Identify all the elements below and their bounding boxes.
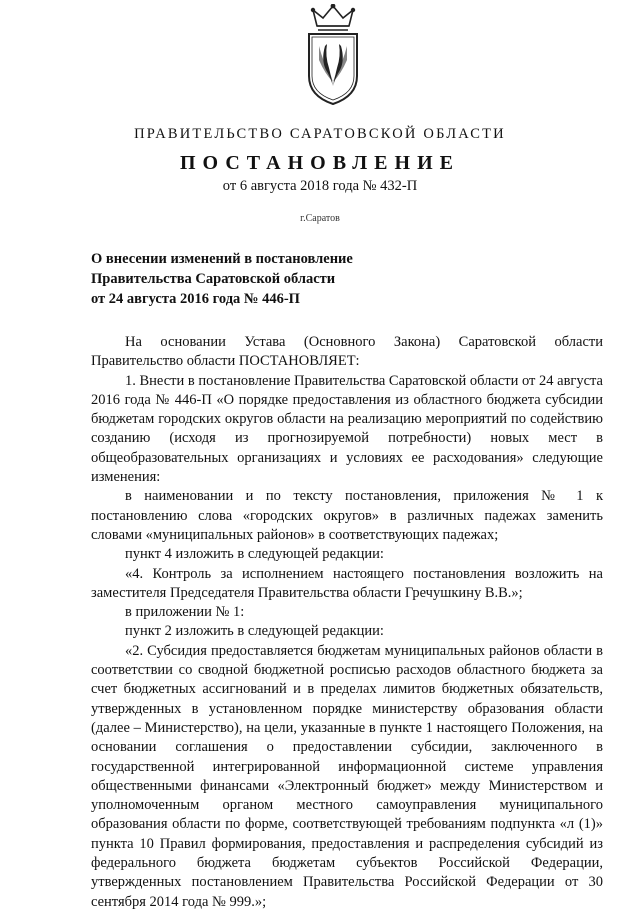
document-body <box>91 333 603 912</box>
subject-line: О внесении изменений в постановление <box>91 251 353 267</box>
city-name: г.Саратов <box>300 213 340 224</box>
subject-line: от 24 августа 2016 года № 446-П <box>91 291 300 307</box>
body-paragraph: «2. Субсидия предоставляется бюджетам муниципальных районов области в соответствии со сводной бюджетной росписью расходов областного бюджета за счет бюджетных ассигнований и в пределах лимитов бюджетных обязательств, утвержденных в установленном порядке министерству образования области (далее – Министерство), на цели, указанные в пункте 1 настоящего Положения, на основании соглашения о предоставлении субсидии, заключенного в государственной интегрированной информационной системе управления общественными финансами «Электронный бюджет» между Министерством и уполномоченным органом местного самоуправления муниципального образования области по форме, соответствующей требованиям подпункта «л (1)» пункта 10 Правил формирования, предоставления и распределения субсидий из федерального бюджета бюджетам субъектов Российской Федерации, утвержденных постановлением Правительства Российской Федерации от 30 сентября 2014 года № 999.»; <box>91 642 603 910</box>
document-date-number: от 6 августа 2018 года № 432-П <box>222 178 418 194</box>
body-paragraph: в наименовании и по тексту постановления, приложения № 1 к постановлению слова «городских округов» в различных падежах заменить словами «муниципальных районов» в соответствующих падежах; <box>91 488 603 543</box>
coat-of-arms-icon <box>297 4 369 108</box>
body-paragraph: 1. Внести в постановление Правительства Саратовской области от 24 августа 2016 года № 446-П «О порядке предоставления из областного бюджета субсидии бюджетам городских округов области на реализацию мероприятий по содействию созданию (исходя из прогнозируемой потребности) новых мест в общеобразовательных организациях и условиях ее расходования» следующие изменения: <box>91 372 603 486</box>
government-name: ПРАВИТЕЛЬСТВО САРАТОВСКОЙ ОБЛАСТИ <box>134 126 506 142</box>
body-paragraph: в приложении № 1: <box>125 604 245 621</box>
shield-icon <box>309 34 357 104</box>
body-paragraph: На основании Устава (Основного Закона) Саратовской области Правительство области ПОСТАНОВЛЯЕТ: <box>91 334 603 370</box>
document-type: ПОСТАНОВЛЕНИЕ <box>180 152 460 174</box>
crown-icon <box>312 4 355 30</box>
document-subject <box>91 249 511 309</box>
body-paragraph: пункт 2 изложить в следующей редакции: <box>125 623 384 640</box>
body-paragraph: пункт 4 изложить в следующей редакции: <box>125 546 384 563</box>
body-paragraph: «4. Контроль за исполнением настоящего постановления возложить на заместителя Председателя Правительства области Гречушкину В.В.»; <box>91 565 603 601</box>
subject-line: Правительства Саратовской области <box>91 271 336 287</box>
